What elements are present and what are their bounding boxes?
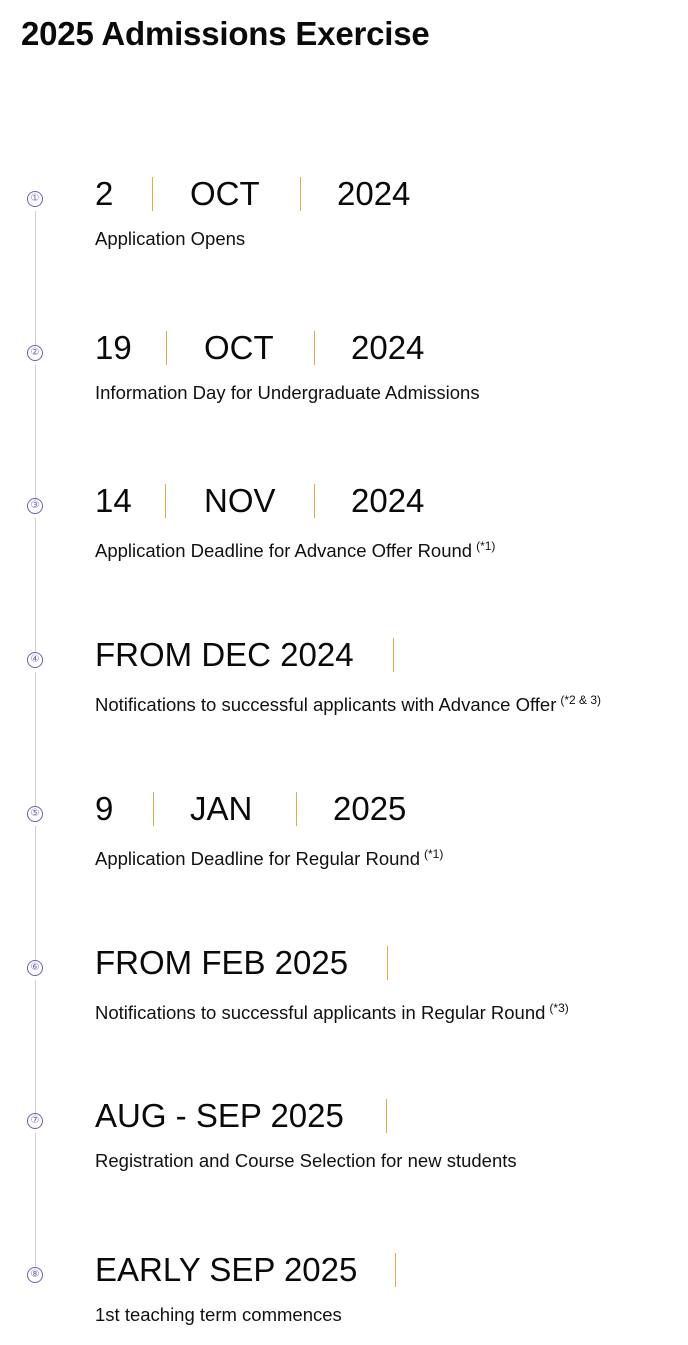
event-day: 9 — [95, 790, 114, 827]
event-description-text: Application Opens — [95, 228, 246, 249]
timeline-connector — [35, 980, 36, 1115]
event-description-text: Notifications to successful applicants in Regular Round — [95, 1002, 546, 1023]
event-year: 2025 — [333, 790, 407, 827]
date-separator — [153, 792, 154, 826]
timeline-event — [0, 944, 688, 1110]
event-month: NOV — [204, 482, 276, 519]
event-description — [95, 996, 569, 1025]
event-date-text: FROM FEB 2025 — [95, 944, 349, 981]
footnote-ref: (*1) — [423, 847, 444, 861]
date-separator — [386, 1099, 387, 1133]
step-marker-icon: ⑧ — [27, 1267, 43, 1283]
event-description-text: Application Deadline for Advance Offer Round — [95, 540, 473, 561]
timeline-event — [0, 790, 688, 956]
event-date — [95, 943, 388, 983]
date-separator — [300, 177, 301, 211]
event-description — [95, 534, 495, 563]
event-date — [95, 1250, 396, 1290]
event-description — [95, 227, 245, 251]
step-marker-icon: ① — [27, 191, 43, 207]
event-day: 14 — [95, 482, 132, 519]
event-description-text: Application Deadline for Regular Round — [95, 848, 420, 869]
page-title: 2025 Admissions Exercise — [21, 15, 430, 52]
event-description-text: Notifications to successful applicants with Advance Offer — [95, 694, 557, 715]
timeline-connector — [35, 672, 36, 807]
event-day: 19 — [95, 329, 132, 366]
event-date-text: FROM DEC 2024 — [95, 636, 354, 673]
event-year: 2024 — [337, 175, 411, 212]
event-date — [95, 174, 410, 214]
event-description — [95, 1149, 517, 1173]
timeline-connector — [35, 1133, 36, 1268]
event-date — [95, 328, 424, 368]
date-separator — [314, 484, 315, 518]
event-description-text: Registration and Course Selection for new students — [95, 1150, 517, 1171]
footnote-ref: (*1) — [476, 539, 496, 553]
step-marker-icon: ⑤ — [27, 806, 43, 822]
event-month: JAN — [190, 790, 253, 827]
event-description — [95, 381, 480, 405]
step-marker-icon: ④ — [27, 652, 43, 668]
date-separator — [393, 638, 394, 672]
timeline-event — [0, 482, 688, 648]
event-year: 2024 — [351, 329, 425, 366]
date-separator — [395, 1253, 396, 1287]
footnote-ref: (*3) — [549, 1001, 569, 1015]
event-date-text: AUG - SEP 2025 — [95, 1097, 344, 1134]
event-date — [95, 789, 406, 829]
date-separator — [296, 792, 297, 826]
event-day: 2 — [95, 175, 114, 212]
timeline-connector — [35, 365, 36, 500]
event-description — [95, 688, 601, 717]
timeline-event — [0, 329, 688, 495]
event-date — [95, 635, 394, 675]
footnote-ref: (*2 & 3) — [560, 693, 602, 707]
event-month: OCT — [190, 175, 260, 212]
step-marker-icon: ② — [27, 345, 43, 361]
date-separator — [314, 331, 315, 365]
date-separator — [166, 331, 167, 365]
event-description — [95, 1303, 342, 1327]
step-marker-icon: ③ — [27, 498, 43, 514]
timeline-event — [0, 636, 688, 802]
timeline-connector — [35, 518, 36, 653]
timeline-event — [0, 1251, 688, 1345]
timeline-connector — [35, 211, 36, 346]
event-description-text: Information Day for Undergraduate Admissions — [95, 382, 480, 403]
timeline-event — [0, 175, 688, 341]
event-description-text: 1st teaching term commences — [95, 1304, 342, 1325]
event-year: 2024 — [351, 482, 425, 519]
event-month: OCT — [204, 329, 274, 366]
date-separator — [387, 946, 388, 980]
date-separator — [152, 177, 153, 211]
step-marker-icon: ⑦ — [27, 1113, 43, 1129]
event-description — [95, 842, 443, 871]
date-separator — [165, 484, 166, 518]
event-date — [95, 1096, 387, 1136]
step-marker-icon: ⑥ — [27, 960, 43, 976]
timeline-event — [0, 1097, 688, 1263]
timeline-connector — [35, 826, 36, 961]
event-date — [95, 481, 424, 521]
event-date-text: EARLY SEP 2025 — [95, 1251, 358, 1288]
